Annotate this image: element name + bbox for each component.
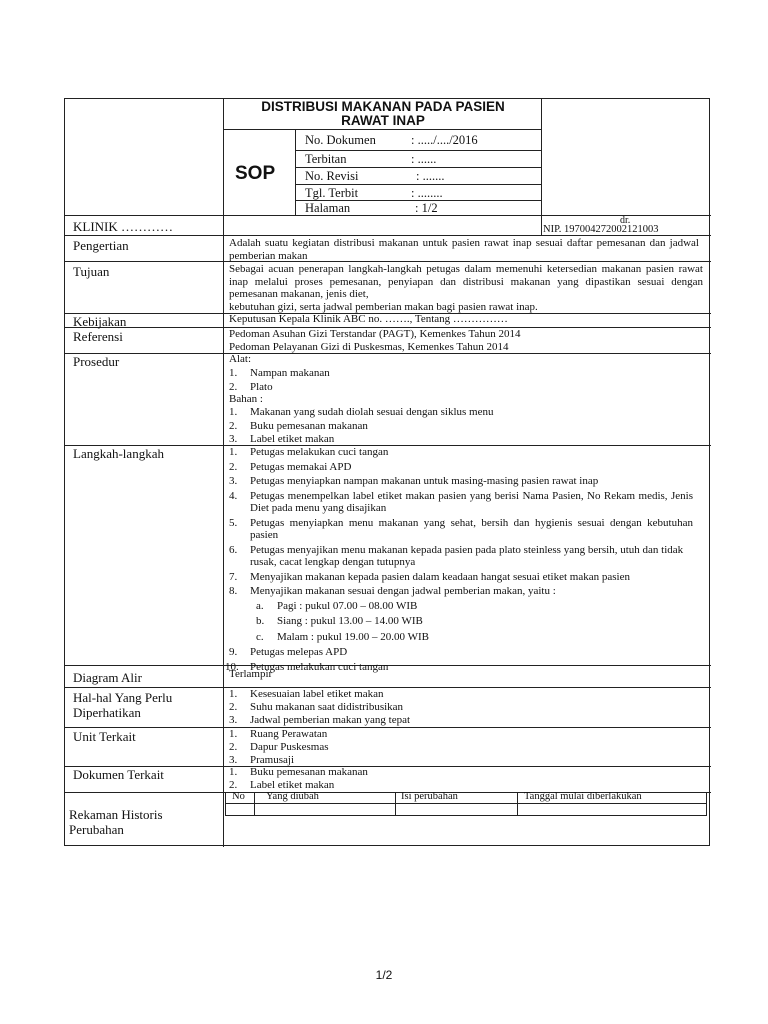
list-item: 8. Menyajikan makanan sesuai dengan jadwal pemberian makan, yaitu : (229, 585, 556, 597)
col-yang-diubah: Yang diubah (266, 791, 319, 802)
signature-nip: NIP. 197004272002121003 (543, 224, 659, 235)
list-item: 2. Plato (229, 381, 273, 393)
field-no-revisi-value: : ....... (416, 169, 445, 183)
rekaman-table (225, 792, 707, 816)
page-number: 1/2 (375, 968, 393, 982)
schedule-item: c. Malam : pukul 19.00 – 20.00 WIB (256, 630, 429, 643)
list-item: 3. Pramusaji (229, 754, 294, 766)
alat-label: Alat: (229, 353, 251, 365)
kebijakan-label: Kebijakan (73, 314, 127, 329)
langkah-list (223, 446, 693, 673)
diagram-text: Terlampir (229, 668, 273, 680)
document-title: DISTRIBUSI MAKANAN PADA PASIEN RAWAT INAP (261, 99, 505, 128)
meta-divider (295, 129, 296, 215)
signature-dr: dr. (620, 215, 631, 226)
klinik-label: KLINIK ………… (73, 219, 174, 234)
pengertian-label: Pengertian (73, 238, 129, 253)
langkah-label: Langkah-langkah (73, 446, 164, 461)
field-terbitan-value: : ...... (411, 152, 437, 166)
perhatian-list (223, 688, 703, 727)
col-tanggal: Tanggal mulai diberlakukan (524, 791, 642, 802)
schedule-item: b. Siang : pukul 13.00 – 14.00 WIB (256, 615, 423, 627)
field-terbitan-label: Terbitan (305, 152, 347, 166)
list-item: 1. Makanan yang sudah diolah sesuai dengan siklus menu (229, 406, 494, 418)
tujuan-label: Tujuan (73, 264, 110, 279)
prosedur-label: Prosedur (73, 354, 120, 369)
diagram-label: Diagram Alir (73, 670, 142, 685)
field-halaman-value: : 1/2 (415, 201, 438, 215)
sop-label: SOP (235, 163, 276, 184)
sop-document (64, 98, 710, 846)
rekaman-label: Rekaman Historis Perubahan (69, 807, 163, 837)
list-item: 2. Suhu makanan saat didistribusikan (229, 701, 404, 713)
referensi-label: Referensi (73, 329, 123, 344)
col-no: No (232, 791, 245, 802)
list-item: 1. Petugas melakukan cuci tangan (229, 446, 389, 458)
field-no-revisi-label: No. Revisi (305, 169, 359, 183)
header-bottom (65, 215, 711, 216)
list-item: 2. Label etiket makan (229, 779, 335, 791)
field-tgl-terbit-label: Tgl. Terbit (305, 186, 359, 200)
list-item: 2. Petugas memakai APD (229, 460, 352, 473)
tujuan-text: Sebagai acuan penerapan langkah-langkah petugas dalam memenuhi ketersedian makanan pasien rawat inap melalui proses pemesanan, penyiapan dan distribusi makanan yang dipastikan sesuai dengan pemesanan makanan, jenis diet, (229, 263, 703, 300)
field-halaman-label: Halaman (305, 201, 351, 215)
kebijakan-text: Keputusan Kepala Klinik ABC no. ……., Tentang …………… (229, 313, 508, 325)
list-item: 1. Kesesuaian label etiket makan (229, 688, 384, 700)
list-item: 5. Petugas menyiapkan menu makanan yang sehat, bersih dan hygienis sesuai dengan kebutuhan pasien (229, 516, 693, 541)
list-item: 4. Petugas menempelkan label etiket makan pasien yang berisi Nama Pasien, No Rekam medis, Jenis Diet pada menu yang disajikan (229, 489, 693, 514)
title-underline (223, 129, 541, 130)
list-item: 2. Buku pemesanan makanan (229, 419, 368, 432)
list-item: 9. Petugas melepas APD (229, 646, 348, 658)
perhatian-label: Hal-hal Yang Perlu Diperhatikan (73, 690, 173, 720)
list-item: 3. Petugas menyiapkan nampan makanan untuk masing-masing pasien rawat inap (229, 475, 599, 487)
referensi-line-2: Pedoman Pelayanan Gizi di Puskesmas, Kemenkes Tahun 2014 (229, 341, 509, 353)
bahan-list (223, 406, 703, 447)
list-item: 7. Menyajikan makanan kepada pasien dalam keadaan hangat sesuai etiket makan pasien (229, 570, 630, 583)
header-divider-right (541, 99, 542, 215)
bahan-label: Bahan : (229, 393, 263, 405)
unit-label: Unit Terkait (73, 729, 136, 744)
list-item: 2. Dapur Puskesmas (229, 741, 329, 753)
schedule-item: a. Pagi : pukul 07.00 – 08.00 WIB (256, 599, 418, 612)
dokumen-label: Dokumen Terkait (73, 767, 164, 782)
unit-list (223, 728, 703, 767)
dokumen-list (223, 766, 703, 792)
list-item: 3. Label etiket makan (229, 433, 335, 445)
tujuan-text-2: kebutuhan gizi, serta jadwal pemberian makan bagi pasien rawat inap. (229, 301, 538, 313)
col-isi-perubahan: Isi perubahan (401, 791, 458, 802)
field-no-dokumen-value: : ...../..../2016 (411, 133, 478, 147)
list-item: 10. Petugas melakukan cuci tangan (225, 660, 389, 673)
list-item: 1. Buku pemesanan makanan (229, 766, 368, 778)
field-tgl-terbit-value: : ........ (411, 186, 443, 200)
list-item: 1. Nampan makanan (229, 367, 330, 379)
list-item: 6. Petugas menyajikan menu makanan kepada pasien pada plato steinless yang bersih, utuh dan tidak rusak, cacat lengkap dengan tutupnya (229, 543, 684, 568)
pengertian-text: Adalah suatu kegiatan distribusi makanan untuk pasien rawat inap sesuai daftar pemesanan dan jadwal pemberian makan (229, 237, 699, 262)
field-no-dokumen-label: No. Dokumen (305, 133, 376, 147)
list-item: 1. Ruang Perawatan (229, 728, 328, 740)
referensi-line-1: Pedoman Asuhan Gizi Terstandar (PAGT), Kemenkes Tahun 2014 (229, 328, 521, 340)
alat-list (223, 366, 703, 394)
list-item: 3. Jadwal pemberian makan yang tepat (229, 714, 411, 726)
